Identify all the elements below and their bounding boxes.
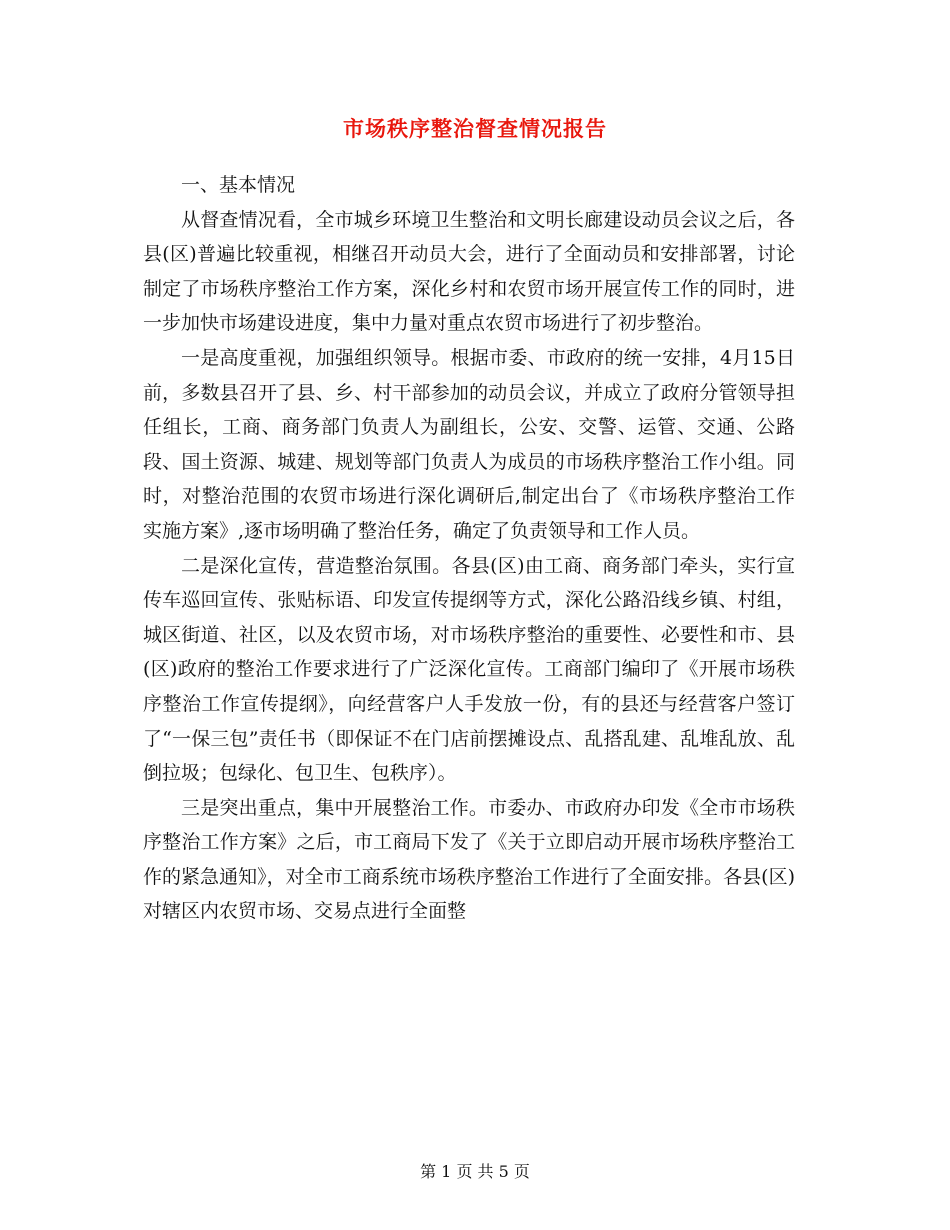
document-title: 市场秩序整治督查情况报告 [343, 116, 607, 141]
page-number-footer: 第 1 页 共 5 页 [420, 1162, 530, 1181]
paragraph-point-one: 一是高度重视，加强组织领导。根据市委、市政府的统一安排，4月15日前，多数县召开了县、乡、村干部参加的动员会议，并成立了政府分管领导担任组长，工商、商务部门负责人为副组长，公安、交警、运管、交通、公路段、国土资源、城建、规划等部门负责人为成员的市场秩序整治工作小组。同时，对整治范围的农贸市场进行深化调研后,制定出台了《市场秩序整治工作实施方案》,逐市场明确了整治任务，确定了负责领导和工作人员。 [143, 346, 795, 542]
paragraph-point-three: 三是突出重点，集中开展整治工作。市委办、市政府办印发《全市市场秩序整治工作方案》之后，市工商局下发了《关于立即启动开展市场秩序整治工作的紧急通知》，对全市工商系统市场秩序整治工作进行了全面安排。各县(区)对辖区内农贸市场、交易点进行全面整 [143, 796, 795, 923]
document-body [143, 168, 795, 929]
section-heading-basic-situation: 一、基本情况 [181, 174, 296, 196]
paragraph-point-two: 二是深化宣传，营造整治氛围。各县(区)由工商、商务部门牵头，实行宣传车巡回宣传、张贴标语、印发宣传提纲等方式，深化公路沿线乡镇、村组，城区街道、社区，以及农贸市场，对市场秩序整治的重要性、必要性和市、县(区)政府的整治工作要求进行了广泛深化宣传。工商部门编印了《开展市场秩序整治工作宣传提纲》，向经营客户人手发放一份，有的县还与经营客户签订了“一保三包”责任书（即保证不在门店前摆摊设点、乱搭乱建、乱堆乱放、乱倒拉圾；包绿化、包卫生、包秩序）。 [143, 554, 795, 785]
paragraph-overview: 从督查情况看，全市城乡环境卫生整治和文明长廊建设动员会议之后，各县(区)普遍比较重视，相继召开动员大会，进行了全面动员和安排部署，讨论制定了市场秩序整治工作方案，深化乡村和农贸市场开展宣传工作的同时，进一步加快市场建设进度，集中力量对重点农贸市场进行了初步整治。 [143, 208, 795, 335]
